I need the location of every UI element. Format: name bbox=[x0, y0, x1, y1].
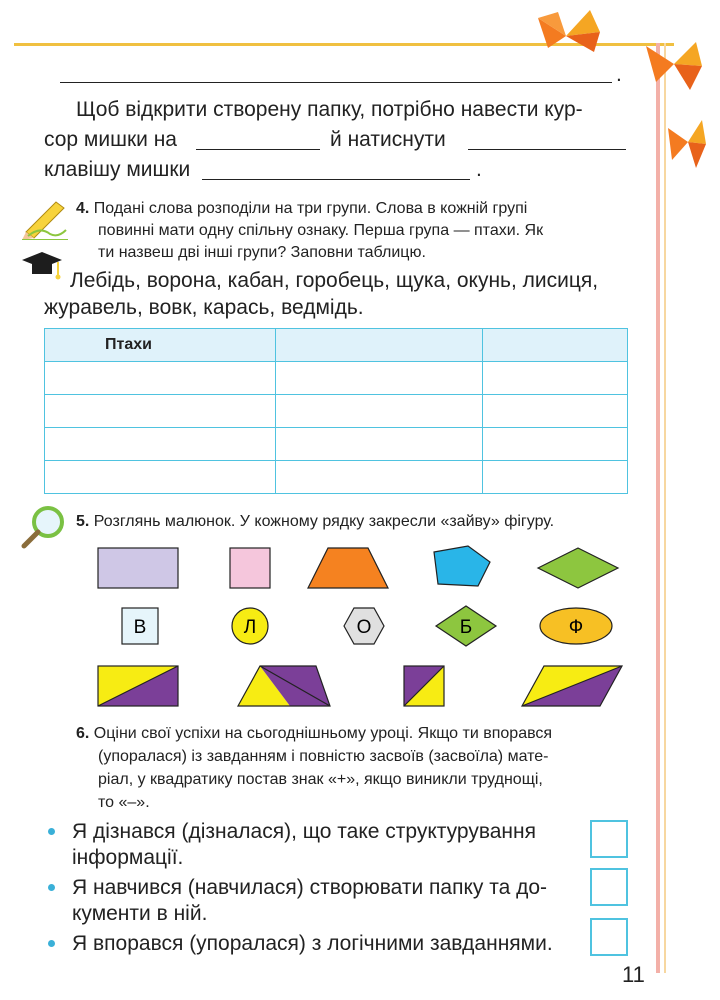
task6-text-line2: (упоралася) із завданням і повністю засвоїв (засвоїла) мате- bbox=[98, 748, 549, 765]
rectangle-shape[interactable] bbox=[98, 548, 178, 588]
table-cell[interactable] bbox=[483, 395, 628, 428]
table-header-row bbox=[45, 329, 628, 362]
page-frame-right-inner bbox=[664, 43, 666, 973]
shapes-figure bbox=[90, 540, 630, 716]
task6-text-line1 bbox=[76, 722, 552, 745]
task4-text-line1 bbox=[76, 197, 527, 220]
self-check-item-line1: Я дізнався (дізналася), що таке структурування bbox=[72, 820, 536, 843]
table-header-cell: Птахи bbox=[45, 329, 276, 362]
groups-table bbox=[44, 328, 628, 494]
task4-text-line3: ти назвеш дві інші групи? Заповни таблицю. bbox=[98, 244, 426, 261]
self-check-item-line2: кументи в ній. bbox=[72, 902, 208, 925]
table-cell[interactable] bbox=[45, 428, 276, 461]
self-check-item-line1: Я навчився (навчилася) створювати папку та до- bbox=[72, 876, 548, 899]
intro-text-line3: клавішу мишки bbox=[44, 158, 191, 181]
self-check-box[interactable] bbox=[590, 868, 628, 906]
answer-line[interactable] bbox=[60, 82, 612, 83]
butterfly-icon bbox=[662, 116, 710, 172]
letter-label: В bbox=[133, 617, 147, 638]
table-cell[interactable] bbox=[276, 395, 483, 428]
split-parallelogram-shape[interactable] bbox=[522, 666, 622, 706]
table-header-cell[interactable] bbox=[276, 329, 483, 362]
intro-text-line1: Щоб відкрити створену папку, потрібно навести кур- bbox=[76, 98, 583, 121]
self-check-box[interactable] bbox=[590, 820, 628, 858]
intro-text-line2b: й натиснути bbox=[330, 128, 446, 151]
answer-blank[interactable] bbox=[202, 179, 470, 180]
task-number: 6. bbox=[76, 725, 90, 742]
table-cell[interactable] bbox=[276, 461, 483, 494]
bullet-icon bbox=[48, 940, 55, 947]
table-cell[interactable] bbox=[483, 461, 628, 494]
page-frame-right bbox=[656, 43, 660, 973]
split-rectangle-shape[interactable] bbox=[98, 666, 178, 706]
table-cell[interactable] bbox=[483, 362, 628, 395]
self-check-item-line1: Я впорався (упоралася) з логічними завданнями. bbox=[72, 932, 553, 955]
square-shape[interactable] bbox=[230, 548, 270, 588]
letter-label: Л bbox=[243, 617, 257, 638]
magnifier-icon bbox=[18, 504, 68, 550]
letter-label: Ф bbox=[568, 617, 584, 638]
task5-text bbox=[76, 510, 554, 533]
split-trapezoid-shape[interactable] bbox=[238, 666, 330, 706]
trapezoid-shape[interactable] bbox=[308, 548, 388, 588]
table-row bbox=[45, 428, 628, 461]
table-cell[interactable] bbox=[276, 428, 483, 461]
pencil-icon bbox=[18, 196, 70, 240]
word-list-line2: журавель, вовк, карась, ведмідь. bbox=[44, 296, 364, 319]
table-cell[interactable] bbox=[45, 461, 276, 494]
table-row bbox=[45, 461, 628, 494]
pentagon-shape[interactable] bbox=[434, 546, 490, 586]
table-row bbox=[45, 362, 628, 395]
table-cell[interactable] bbox=[276, 362, 483, 395]
butterfly-icon bbox=[528, 6, 618, 56]
table-row bbox=[45, 395, 628, 428]
line-end-dot: . bbox=[476, 158, 482, 181]
self-check-item-line2: інформації. bbox=[72, 846, 184, 869]
task6-text-line4: то «–». bbox=[98, 794, 150, 811]
word-list-line1: Лебідь, ворона, кабан, горобець, щука, окунь, лисиця, bbox=[70, 269, 599, 292]
letter-label: О bbox=[356, 617, 372, 638]
bullet-icon bbox=[48, 884, 55, 891]
task4-text-line2: повинні мати одну спільну ознаку. Перша група — птахи. Як bbox=[98, 222, 544, 239]
table-header-cell[interactable] bbox=[483, 329, 628, 362]
task5-line: Розглянь малюнок. У кожному рядку закресли «зайву» фігуру. bbox=[93, 513, 555, 530]
task4-line1: Подані слова розподіли на три групи. Слова в кожній групі bbox=[93, 200, 528, 217]
table-cell[interactable] bbox=[483, 428, 628, 461]
task6-text-line3: ріал, у квадратику постав знак «+», якщо виникли труднощі, bbox=[98, 771, 543, 788]
butterfly-icon bbox=[640, 36, 710, 96]
table-cell[interactable] bbox=[45, 362, 276, 395]
table-cell[interactable] bbox=[45, 395, 276, 428]
answer-blank[interactable] bbox=[196, 149, 320, 150]
letter-label: Б bbox=[459, 617, 473, 638]
task-number: 5. bbox=[76, 513, 90, 530]
rhombus-shape[interactable] bbox=[538, 548, 618, 588]
task6-line1: Оціни свої успіхи на сьогоднішньому уроці. Якщо ти впорався bbox=[93, 725, 553, 742]
page-number: 11 bbox=[622, 962, 645, 987]
graduation-cap-icon bbox=[18, 250, 66, 280]
line-end-dot: . bbox=[616, 63, 622, 86]
intro-text-line2a: сор мишки на bbox=[44, 128, 177, 151]
answer-blank[interactable] bbox=[468, 149, 626, 150]
bullet-icon bbox=[48, 828, 55, 835]
split-square-shape[interactable] bbox=[404, 666, 444, 706]
task-number: 4. bbox=[76, 200, 90, 217]
self-check-box[interactable] bbox=[590, 918, 628, 956]
